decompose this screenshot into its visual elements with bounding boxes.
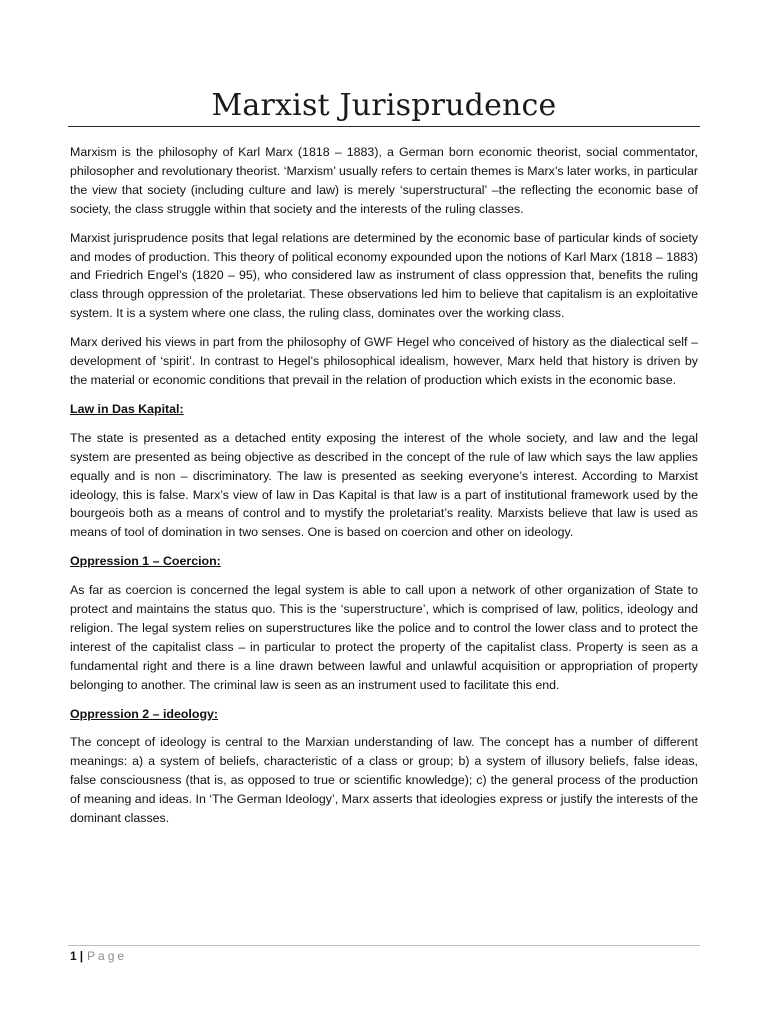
page-separator: | <box>79 949 84 963</box>
intro-paragraph-2: Marxist jurisprudence posits that legal relations are determined by the economic base of particular kinds of society and modes of production. This theory of political economy expounded upon the notions of Karl Marx (1818 – 1883) and Friedrich Engel’s (1820 – 95), who considered law as instrument of class oppression that, benefits the ruling class through oppression of the proletariat. These observations led him to believe that capitalism is an exploitative system. It is a system where one class, the ruling class, dominates over the working class. <box>70 230 698 321</box>
footer-divider <box>68 945 700 946</box>
section-paragraph-oppression-coercion: As far as coercion is concerned the legal system is able to call upon a network of other organization of State to protect and maintains the status quo. This is the ‘superstructure’, which is comprised of law, politics, ideology and religion. The legal system relies on superstructures like the police and to control the lower class and to protect the interest of the capitalist class – in particular to protect the property of the capitalist class. Property is seen as a fundamental right and there is a line drawn between lawful and unlawful acquisition or appropriation of property belonging to another. The criminal law is seen as an instrument used to facilitate this end. <box>70 583 698 692</box>
document-body <box>70 143 698 838</box>
section-paragraph-law-in-das-kapital: The state is presented as a detached entity exposing the interest of the whole society, and law and the legal system are presented as being objective as described in the concept of the rule of law which says the law applies equally and is non – discriminatory. The law is presented as seeking everyone’s interest. According to Marxist ideology, this is false. Marx’s view of law in Das Kapital is that law is a part of institutional framework used by the bourgeois both as a means of control and to mystify the proletariat’s reality. Marxists believe that law is used as means of tool of domination in two senses. One is based on coercion and other on ideology. <box>70 430 698 540</box>
intro-paragraph-1: Marxism is the philosophy of Karl Marx (1818 – 1883), a German born economic theorist, social commentator, philosopher and revolutionary theorist. ‘Marxism’ usually refers to certain themes is Marx’s later works, in particular the view that society (including culture and law) is merely ‘superstructural’ –the reflecting the economic base of society, the class struggle within that society and the interests of the ruling classes. <box>70 145 698 216</box>
title-underline <box>68 126 700 127</box>
page-number: 1 <box>70 949 77 963</box>
section-heading-law-in-das-kapital: Law in Das Kapital: <box>70 401 184 416</box>
document-title: Marxist Jurisprudence <box>211 88 557 123</box>
section-paragraph-oppression-ideology: The concept of ideology is central to the Marxian understanding of law. The concept has a number of different meanings: a) a system of beliefs, characteristic of a class or group; b) a system of illusory beliefs, false ideas, false consciousness (that is, as opposed to true or scientific knowledge); c) the general process of the production of meaning and ideas. In ‘The German Ideology’, Marx asserts that ideologies express or justify the interests of the dominant classes. <box>70 735 698 826</box>
page-footer <box>70 948 127 964</box>
section-heading-oppression-coercion: Oppression 1 – Coercion: <box>70 554 221 569</box>
page-label: Page <box>87 949 128 963</box>
intro-paragraph-3: Marx derived his views in part from the philosophy of GWF Hegel who conceived of history as the dialectical self – development of ‘spirit’. In contrast to Hegel’s philosophical idealism, however, Marx held that history is driven by the material or economic conditions that prevail in the relation of production which exists in the economic base. <box>70 335 698 387</box>
section-heading-oppression-ideology: Oppression 2 – ideology: <box>70 706 219 721</box>
